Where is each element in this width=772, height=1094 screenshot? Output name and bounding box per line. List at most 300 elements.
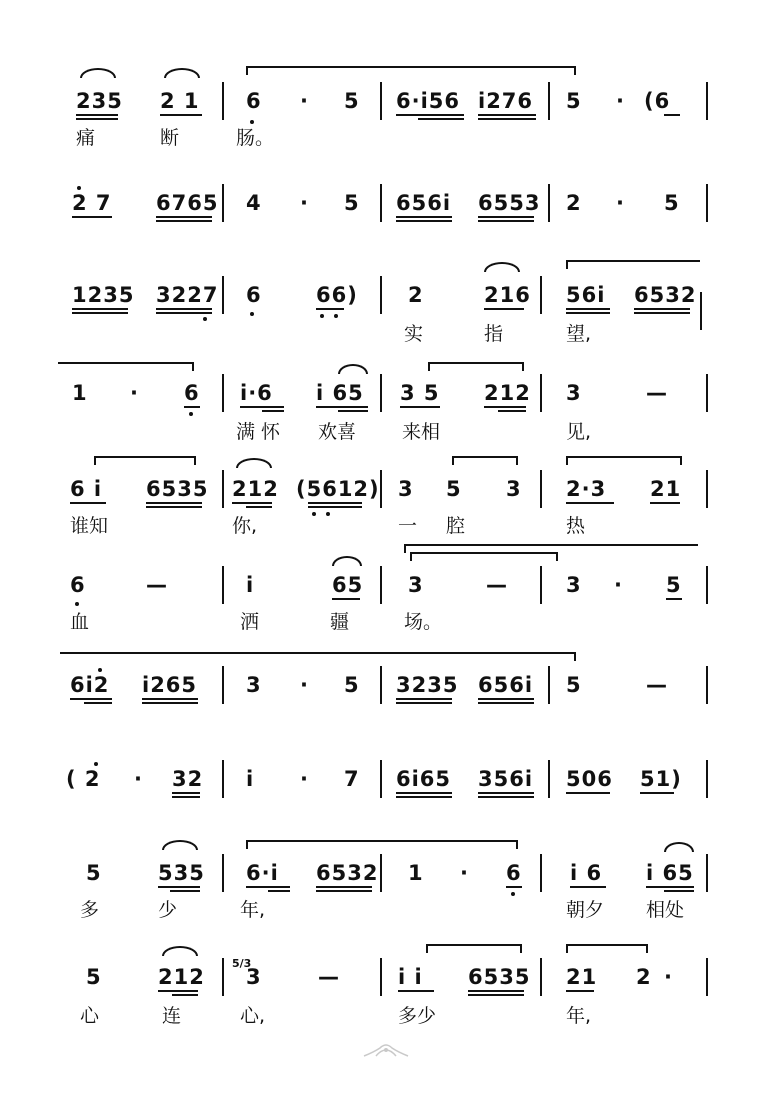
phrase-bracket — [566, 944, 648, 946]
note: 7 — [344, 767, 360, 791]
bar-line — [548, 184, 550, 222]
note: 32 — [172, 767, 204, 791]
bar-line — [380, 854, 382, 892]
bar-line — [706, 760, 708, 798]
underline — [478, 698, 534, 700]
lyric: 连 — [162, 1005, 182, 1027]
note: 235 — [76, 89, 123, 113]
bar-line — [540, 470, 542, 508]
underline — [398, 990, 434, 992]
bar-line — [380, 958, 382, 996]
phrase-bracket-end — [246, 66, 248, 75]
underline — [146, 502, 202, 504]
underline — [646, 886, 694, 888]
note: 56i — [566, 283, 606, 307]
note: (6 — [644, 89, 671, 113]
phrase-bracket — [452, 456, 518, 458]
underline — [566, 308, 610, 310]
lyric: 相处 — [646, 899, 685, 921]
note: 2 — [566, 191, 582, 215]
note: 66) — [316, 283, 358, 307]
bar-line — [222, 566, 224, 604]
note: 4 — [246, 191, 262, 215]
phrase-bracket-end — [194, 456, 196, 465]
note: 3 — [408, 573, 424, 597]
note: 6535 — [468, 965, 531, 989]
lyric: 满 怀 — [236, 421, 281, 443]
note: 5 — [664, 191, 680, 215]
bar-line — [222, 82, 224, 120]
note: · — [300, 767, 309, 791]
phrase-bracket — [426, 944, 522, 946]
low-octave-dot — [75, 602, 79, 606]
note: — — [646, 381, 668, 405]
underline — [566, 990, 594, 992]
bar-line — [548, 666, 550, 704]
note: 535 — [158, 861, 205, 885]
slur-mark — [80, 68, 116, 78]
phrase-bracket-end — [566, 260, 568, 269]
underline — [316, 890, 372, 892]
score-row-6 — [0, 540, 772, 640]
lyric: 欢喜 — [318, 421, 357, 443]
note: 3 — [506, 477, 522, 501]
bar-line — [222, 470, 224, 508]
note: 21 — [650, 477, 682, 501]
underline — [146, 506, 202, 508]
underline — [70, 698, 112, 700]
underline — [396, 698, 452, 700]
slur-mark — [162, 840, 198, 850]
underline — [308, 502, 362, 504]
note: 2·3 — [566, 477, 607, 501]
note: · — [616, 89, 625, 113]
bar-line — [548, 760, 550, 798]
bar-line — [380, 666, 382, 704]
underline — [316, 406, 368, 408]
underline — [156, 216, 212, 218]
underline — [396, 220, 452, 222]
bar-line — [706, 82, 708, 120]
note: 356i — [478, 767, 534, 791]
bar-line — [540, 374, 542, 412]
phrase-bracket — [410, 552, 558, 554]
phrase-bracket — [246, 66, 576, 68]
phrase-bracket-end — [94, 456, 96, 465]
lyric: 多 — [80, 899, 100, 921]
note: i·6 — [240, 381, 273, 405]
phrase-bracket — [404, 544, 698, 546]
note: 6 — [246, 283, 262, 307]
underline — [484, 406, 526, 408]
bar-line — [222, 958, 224, 996]
note: 6 i — [70, 477, 103, 501]
note: 1235 — [72, 283, 135, 307]
note: · — [614, 573, 623, 597]
underline — [396, 216, 452, 218]
note: · — [460, 861, 469, 885]
note: i — [246, 573, 255, 597]
underline — [484, 308, 524, 310]
phrase-bracket-end — [404, 544, 406, 553]
low-octave-dot — [320, 314, 324, 318]
score-row-1 — [0, 62, 772, 162]
note: 3 5 — [400, 381, 440, 405]
lyric: 痛 — [76, 127, 96, 149]
note: 6 — [70, 573, 86, 597]
note: 212 — [158, 965, 205, 989]
lyric: 指 — [484, 323, 504, 345]
underline — [72, 216, 112, 218]
note: 6 — [184, 381, 200, 405]
low-octave-dot — [250, 120, 254, 124]
note: 6·i — [246, 861, 279, 885]
underline — [418, 118, 464, 120]
underline — [232, 502, 272, 504]
note: 6553 — [478, 191, 541, 215]
phrase-bracket-end — [646, 944, 648, 953]
underline — [478, 118, 536, 120]
underline — [664, 114, 680, 116]
grace-note: 5/3 — [232, 957, 252, 970]
underline — [156, 312, 212, 314]
underline — [72, 308, 128, 310]
lyric: 疆 — [330, 611, 350, 633]
underline — [498, 410, 526, 412]
underline — [156, 220, 212, 222]
lyric: 朝夕 — [566, 899, 605, 921]
underline — [634, 312, 690, 314]
underline — [566, 502, 614, 504]
note: i276 — [478, 89, 534, 113]
note: — — [146, 573, 168, 597]
underline — [72, 312, 128, 314]
underline — [478, 702, 534, 704]
bar-line — [540, 566, 542, 604]
bar-line — [380, 566, 382, 604]
underline — [158, 886, 200, 888]
note: 656i — [478, 673, 534, 697]
note: 656i — [396, 191, 452, 215]
underline — [338, 410, 368, 412]
phrase-bracket — [94, 456, 196, 458]
phrase-bracket-end — [452, 456, 454, 465]
phrase-bracket — [566, 456, 682, 458]
underline — [268, 890, 290, 892]
underline — [468, 990, 524, 992]
phrase-bracket-end — [516, 840, 518, 849]
score-row-7 — [0, 644, 772, 744]
high-octave-dot — [98, 668, 102, 672]
note: · — [664, 965, 673, 989]
underline — [240, 406, 284, 408]
bar-line — [380, 184, 382, 222]
slur-mark — [236, 458, 272, 468]
underline — [246, 506, 272, 508]
bar-line — [222, 666, 224, 704]
underline — [172, 796, 200, 798]
lyric: 热 — [566, 515, 586, 537]
bar-line — [380, 760, 382, 798]
bar-line — [380, 470, 382, 508]
note: — — [486, 573, 508, 597]
note: i265 — [142, 673, 198, 697]
phrase-bracket — [58, 362, 194, 364]
note: i 6 — [570, 861, 603, 885]
note: 5 — [86, 861, 102, 885]
note: — — [646, 673, 668, 697]
lyric: 实 — [404, 323, 424, 345]
note: 51) — [640, 767, 682, 791]
bar-line — [222, 760, 224, 798]
phrase-bracket — [566, 260, 700, 262]
underline — [158, 990, 198, 992]
underline — [170, 890, 200, 892]
lyric: 肠。 — [236, 127, 275, 149]
bar-line — [706, 854, 708, 892]
high-octave-dot — [94, 762, 98, 766]
underline — [142, 702, 198, 704]
slur-mark — [484, 262, 520, 272]
phrase-bracket-end — [192, 362, 194, 371]
phrase-bracket-end — [566, 456, 568, 465]
note: 5 — [666, 573, 682, 597]
bar-line — [706, 184, 708, 222]
underline — [172, 994, 198, 996]
underline — [316, 308, 344, 310]
lyric: 血 — [70, 611, 90, 633]
low-octave-dot — [189, 412, 193, 416]
slur-mark — [332, 556, 362, 566]
underline — [308, 506, 362, 508]
bar-line — [706, 374, 708, 412]
lyric: 多少 — [398, 1005, 437, 1027]
phrase-bracket-end — [574, 66, 576, 75]
underline — [478, 220, 534, 222]
note: · — [134, 767, 143, 791]
note: 5 — [446, 477, 462, 501]
note: · — [130, 381, 139, 405]
note: 3 — [566, 573, 582, 597]
underline — [570, 886, 606, 888]
lyric: 场。 — [404, 611, 443, 633]
underline — [400, 406, 440, 408]
underline — [396, 796, 452, 798]
lyric: 腔 — [446, 515, 466, 537]
phrase-bracket-end — [574, 652, 576, 661]
bar-line — [540, 854, 542, 892]
note: 3235 — [396, 673, 459, 697]
bar-line — [540, 958, 542, 996]
note: 6i2 — [70, 673, 110, 697]
low-octave-dot — [511, 892, 515, 896]
score-row-2 — [0, 168, 772, 268]
underline — [76, 114, 118, 116]
underline — [262, 410, 284, 412]
underline — [70, 502, 106, 504]
note: 5 — [566, 673, 582, 697]
underline — [650, 502, 680, 504]
underline — [566, 792, 610, 794]
note: 6i65 — [396, 767, 452, 791]
note: 5 — [86, 965, 102, 989]
underline — [506, 886, 522, 888]
phrase-bracket-end — [246, 840, 248, 849]
note: 6·i56 — [396, 89, 461, 113]
note: 3 — [398, 477, 414, 501]
bar-line — [548, 82, 550, 120]
lyric: 少 — [158, 899, 178, 921]
lyric: 心 — [80, 1005, 100, 1027]
underline — [160, 114, 202, 116]
lyric: 年, — [566, 1005, 592, 1027]
low-octave-dot — [334, 314, 338, 318]
note: 1 — [408, 861, 424, 885]
phrase-bracket — [428, 362, 524, 364]
note: · — [300, 191, 309, 215]
lyric: 你, — [232, 515, 258, 537]
underline — [478, 216, 534, 218]
note: i 65 — [316, 381, 364, 405]
underline — [142, 698, 198, 700]
slur-mark — [162, 946, 198, 956]
phrase-bracket-end — [520, 944, 522, 953]
note: · — [616, 191, 625, 215]
lyric: 见, — [566, 421, 592, 443]
score-row-8 — [0, 744, 772, 844]
underline — [172, 792, 200, 794]
low-octave-dot — [203, 317, 207, 321]
lyric: 谁知 — [70, 515, 109, 537]
note: 6532 — [634, 283, 697, 307]
note: ( 2 — [66, 767, 101, 791]
note: 212 — [484, 381, 531, 405]
slur-mark — [664, 842, 694, 852]
note: 3227 — [156, 283, 219, 307]
phrase-bracket-end — [522, 362, 524, 371]
slur-mark — [338, 364, 368, 374]
note: 1 — [72, 381, 88, 405]
bar-line — [222, 276, 224, 314]
underline — [84, 702, 112, 704]
note: 506 — [566, 767, 613, 791]
phrase-bracket-end — [428, 362, 430, 371]
note: 65 — [332, 573, 364, 597]
note: 2 1 — [160, 89, 200, 113]
underline — [396, 702, 452, 704]
note: 2 — [636, 965, 652, 989]
bar-line — [700, 292, 702, 330]
lyric: 年, — [240, 899, 266, 921]
lotus-ornament-icon — [362, 1040, 410, 1058]
note: (5612) — [296, 477, 380, 501]
note: i 65 — [646, 861, 694, 885]
score-row-9 — [0, 834, 772, 934]
bar-line — [540, 276, 542, 314]
bar-line — [380, 82, 382, 120]
high-octave-dot — [77, 186, 81, 190]
underline — [664, 890, 694, 892]
note: 2 — [408, 283, 424, 307]
note: 3 — [566, 381, 582, 405]
lyric: 一 — [398, 515, 418, 537]
note: i i — [398, 965, 423, 989]
underline — [640, 792, 674, 794]
underline — [478, 792, 534, 794]
note: 2 7 — [72, 191, 112, 215]
score-row-10 — [0, 936, 772, 1036]
underline — [468, 994, 524, 996]
underline — [246, 886, 290, 888]
low-octave-dot — [250, 312, 254, 316]
note: 5 — [344, 89, 360, 113]
low-octave-dot — [326, 512, 330, 516]
note: 216 — [484, 283, 531, 307]
note: 6765 — [156, 191, 219, 215]
bar-line — [380, 374, 382, 412]
phrase-bracket-end — [556, 552, 558, 561]
note: · — [300, 89, 309, 113]
underline — [396, 792, 452, 794]
underline — [478, 114, 536, 116]
note: · — [300, 673, 309, 697]
lyric: 心, — [240, 1005, 266, 1027]
score-row-5 — [0, 450, 772, 550]
bar-line — [706, 470, 708, 508]
note: 6535 — [146, 477, 209, 501]
score-row-4 — [0, 356, 772, 456]
underline — [396, 114, 464, 116]
lyric: 断 — [160, 127, 180, 149]
underline — [76, 118, 118, 120]
lyric: 洒 — [240, 611, 260, 633]
note: 6532 — [316, 861, 379, 885]
underline — [666, 598, 682, 600]
lyric: 来相 — [402, 421, 441, 443]
note: 5 — [344, 191, 360, 215]
note: 5 — [344, 673, 360, 697]
underline — [184, 406, 200, 408]
underline — [316, 886, 372, 888]
note: 6 — [246, 89, 262, 113]
slur-mark — [164, 68, 200, 78]
note: 3 — [246, 673, 262, 697]
note: 6 — [506, 861, 522, 885]
lyric: 望, — [566, 323, 592, 345]
phrase-bracket — [246, 840, 518, 842]
note: 5 — [566, 89, 582, 113]
phrase-bracket-end — [516, 456, 518, 465]
underline — [634, 308, 690, 310]
low-octave-dot — [312, 512, 316, 516]
note: 212 — [232, 477, 279, 501]
bar-line — [706, 566, 708, 604]
phrase-bracket-end — [566, 944, 568, 953]
note: 3 — [246, 965, 262, 989]
bar-line — [222, 374, 224, 412]
underline — [332, 598, 360, 600]
score-row-3 — [0, 256, 772, 356]
underline — [156, 308, 212, 310]
note: 21 — [566, 965, 598, 989]
bar-line — [706, 666, 708, 704]
phrase-bracket-end — [410, 552, 412, 561]
underline — [478, 796, 534, 798]
phrase-bracket-end — [680, 456, 682, 465]
bar-line — [380, 276, 382, 314]
bar-line — [222, 184, 224, 222]
underline — [566, 312, 610, 314]
